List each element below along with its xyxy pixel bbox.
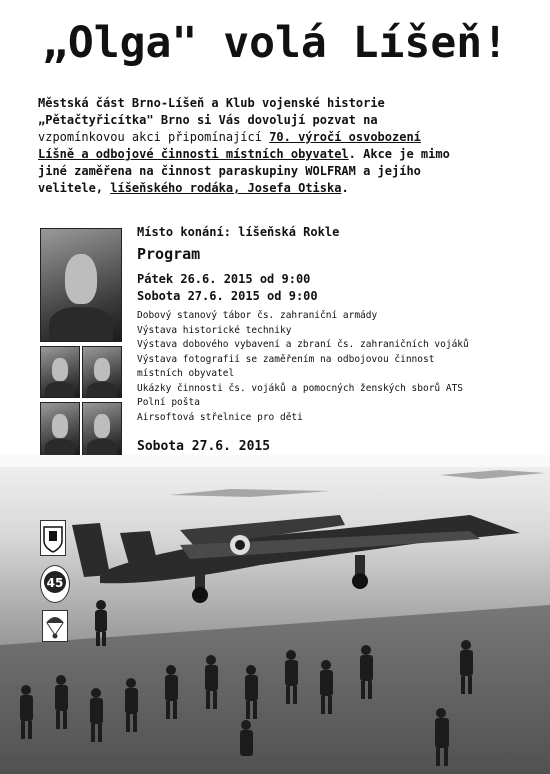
intro-line-6: velitele, líšeňského rodáka, Josefa Otiska. xyxy=(38,181,349,195)
portrait-photo-3 xyxy=(82,346,122,398)
poster-title: „Olga" volá Líšeň! xyxy=(42,18,508,68)
club-45-logo xyxy=(40,565,70,603)
intro-paragraph xyxy=(38,95,508,197)
list-item: Výstava dobového vybavení a zbraní čs. zahraničních vojáků xyxy=(137,339,469,350)
intro-line-1: Městská část Brno-Líšeň a Klub vojenské historie xyxy=(38,96,385,110)
venue-text: Místo konání: líšeňská Rokle xyxy=(137,225,340,239)
portrait-photo-2 xyxy=(40,346,80,398)
club-emblem-logo xyxy=(42,610,68,642)
list-item: Dobový stanový tábor čs. zahraniční armády xyxy=(137,310,378,321)
program-section xyxy=(137,225,537,493)
event-list xyxy=(137,309,537,425)
list-item: Polní pošta xyxy=(137,397,200,408)
list-item: Výstava historické techniky xyxy=(137,324,292,336)
date-friday: Pátek 26.6. 2015 od 9:00 xyxy=(137,272,311,286)
list-item: Výstava fotografií se zaměřením na odbojovou činnost xyxy=(137,353,435,365)
intro-line-5: jiné zaměřena na činnost paraskupiny WOLFRAM a jejího xyxy=(38,164,421,178)
club-45-emblem-icon xyxy=(41,566,69,602)
date-saturday: Sobota 27.6. 2015 od 9:00 xyxy=(137,289,318,303)
date-saturday-2: Sobota 27.6. 2015 xyxy=(137,439,271,454)
intro-line-2: „Pětačtyřicítka" Brno si Vás dovolují pozvat na xyxy=(38,113,378,127)
list-item: místních obyvatel xyxy=(137,368,235,379)
brno-lisen-coat-of-arms-logo xyxy=(40,520,66,556)
bomber-and-paratroopers-illustration xyxy=(0,455,550,774)
list-item: Ukázky činnosti čs. vojáků a pomocných ženských sborů ATS xyxy=(137,382,464,394)
list-item: Airsoftová střelnice pro děti xyxy=(137,411,303,423)
parachute-emblem-icon xyxy=(43,611,67,641)
portrait-photo-4 xyxy=(40,402,80,456)
anniversary-text: 70. výročí osvobození xyxy=(269,130,421,144)
program-heading: Program xyxy=(137,245,201,263)
portrait-photo-5 xyxy=(82,402,122,456)
intro-line-3: vzpomínkovou akci připomínající 70. výročí osvobození xyxy=(38,130,421,144)
intro-line-4: Líšně a odbojové činnosti místních obyvatel. Akce je mimo xyxy=(38,147,450,161)
airfield-photo xyxy=(0,455,550,774)
portrait-otisk-photo xyxy=(40,228,122,342)
svg-text:45: 45 xyxy=(46,576,64,590)
coat-of-arms-icon xyxy=(41,521,65,555)
